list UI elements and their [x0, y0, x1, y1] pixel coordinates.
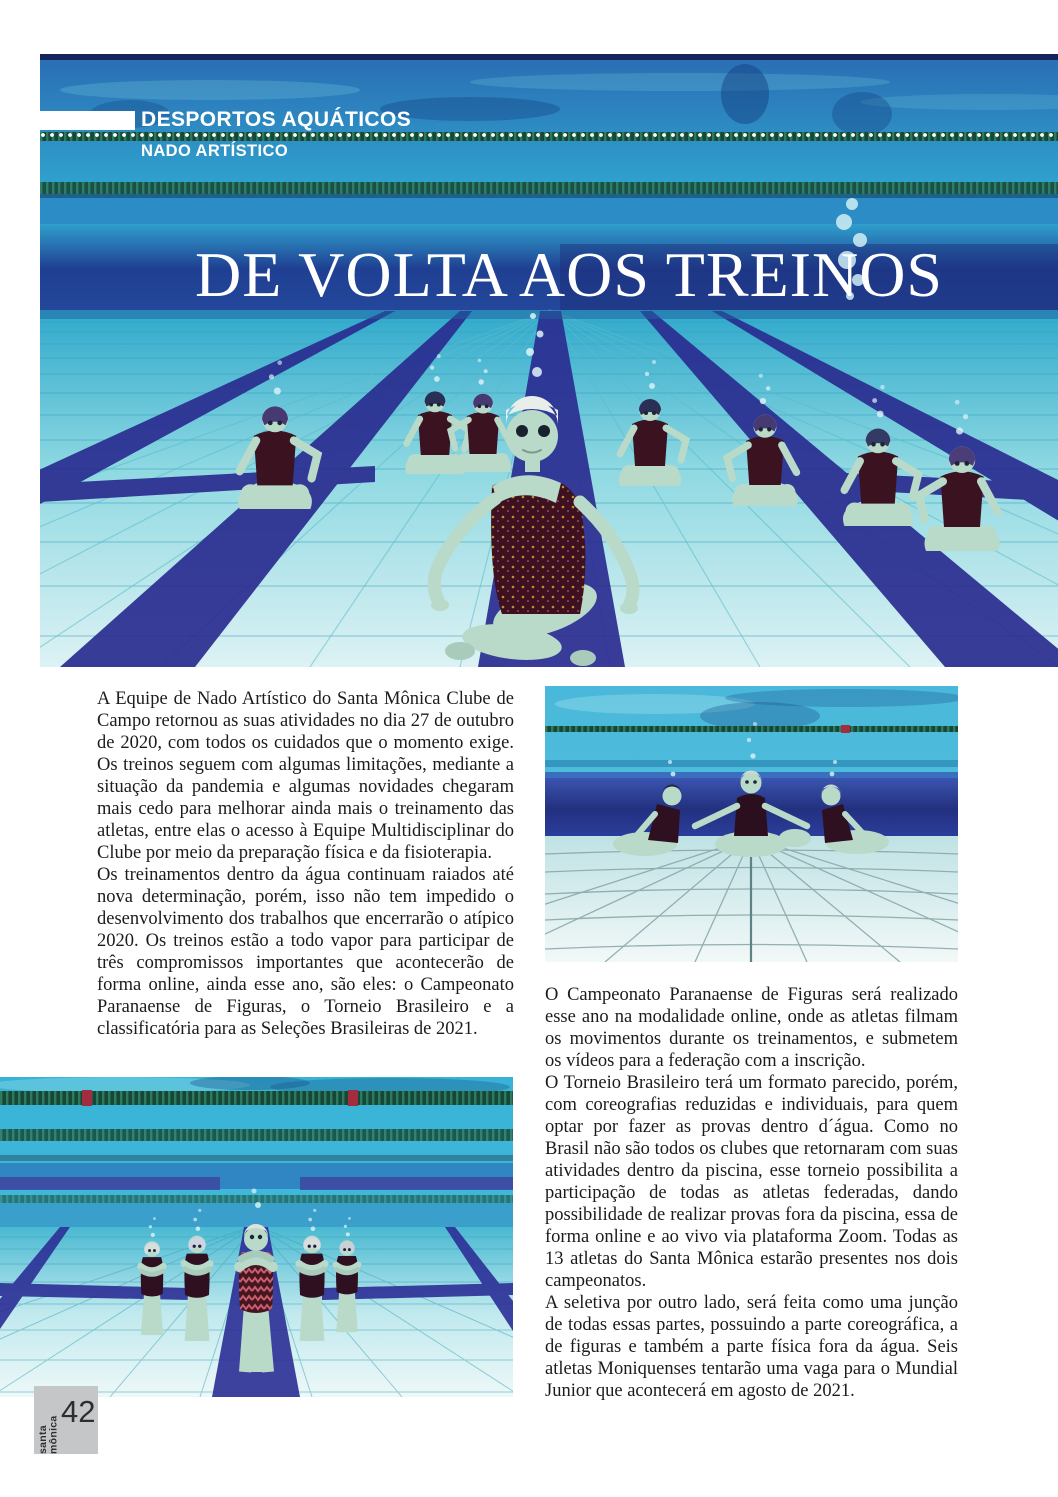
paragraph: Os treinamentos dentro da água continuam raiados até nova determinação, porém, isso não tem impedido o desenvolvimento dos trabalhos que encerrarão o atípico 2020. Os treinos estão a todo vapor para participar de três compromissos importantes que acontecerão de forma online, ainda esse ano, são eles: o Campeonato Paranaense de Figuras, o Torneio Brasileiro e a classificatória para as Seleções Brasileiras de 2021.: [97, 865, 514, 1039]
left-text-column: [97, 688, 514, 1040]
brand-vertical-label: santa mônica: [37, 1415, 60, 1454]
standing-swimmers-photo: [0, 1077, 513, 1397]
header-white-tab: [40, 111, 135, 130]
paragraph: A Equipe de Nado Artístico do Santa Mônica Clube de Campo retornou as suas atividades no dia 27 de outubro de 2020, com todos os cuidados que o momento exige. Os treinos seguem com algumas limitações, mediante a situação da pandemia e algumas novidades chegaram mais cedo para melhorar ainda mais o treinamento das atletas, entre elas o acesso à Equipe Multidisciplinar do Clube por meio da preparação física e da fisioterapia.: [97, 689, 514, 863]
dotted-divider: [40, 132, 1058, 138]
right-text-column: [545, 984, 958, 1402]
training-photo-bottom-left: [0, 1077, 513, 1397]
paragraph: O Torneio Brasileiro terá um formato parecido, porém, com coreografias reduzidas e individuais, para quem optar por fazer as provas dentro d´água. Como no Brasil não são todos os clubes que retornaram com suas atividades dentro da piscina, esse torneio possibilita a participação de todas as atletas federadas, dando possibilidade de realizar provas fora da piscina, essa de forma online e ao vivo via plataforma Zoom. Todas as 13 atletas do Santa Mônica estarão presentes nos dois campeonatos.: [545, 1073, 958, 1291]
page-number: 42: [61, 1394, 96, 1429]
paragraph: A seletiva por outro lado, será feita como uma junção de todas essas partes, possuindo a parte coreográfica, a de figuras e também a parte física fora da água. Seis atletas Moniquenses tentarão uma vaga para o Mundial Junior que acontecerá em agosto de 2021.: [545, 1293, 958, 1401]
article-title: DE VOLTA AOS TREINOS: [194, 239, 944, 310]
hero-photo: [40, 54, 1058, 667]
paragraph: O Campeonato Paranaense de Figuras será realizado esse ano na modalidade online, onde as atletas filmam os movimentos durante os treinamentos, e submetem os vídeos para a federação com a inscrição.: [545, 985, 958, 1071]
underwater-sitting-swimmers-photo: [545, 686, 958, 962]
subsection-kicker: NADO ARTÍSTICO: [141, 142, 289, 160]
section-kicker: DESPORTOS AQUÁTICOS: [141, 108, 412, 131]
training-photo-right: [545, 686, 958, 962]
page-badge: [34, 1386, 98, 1454]
